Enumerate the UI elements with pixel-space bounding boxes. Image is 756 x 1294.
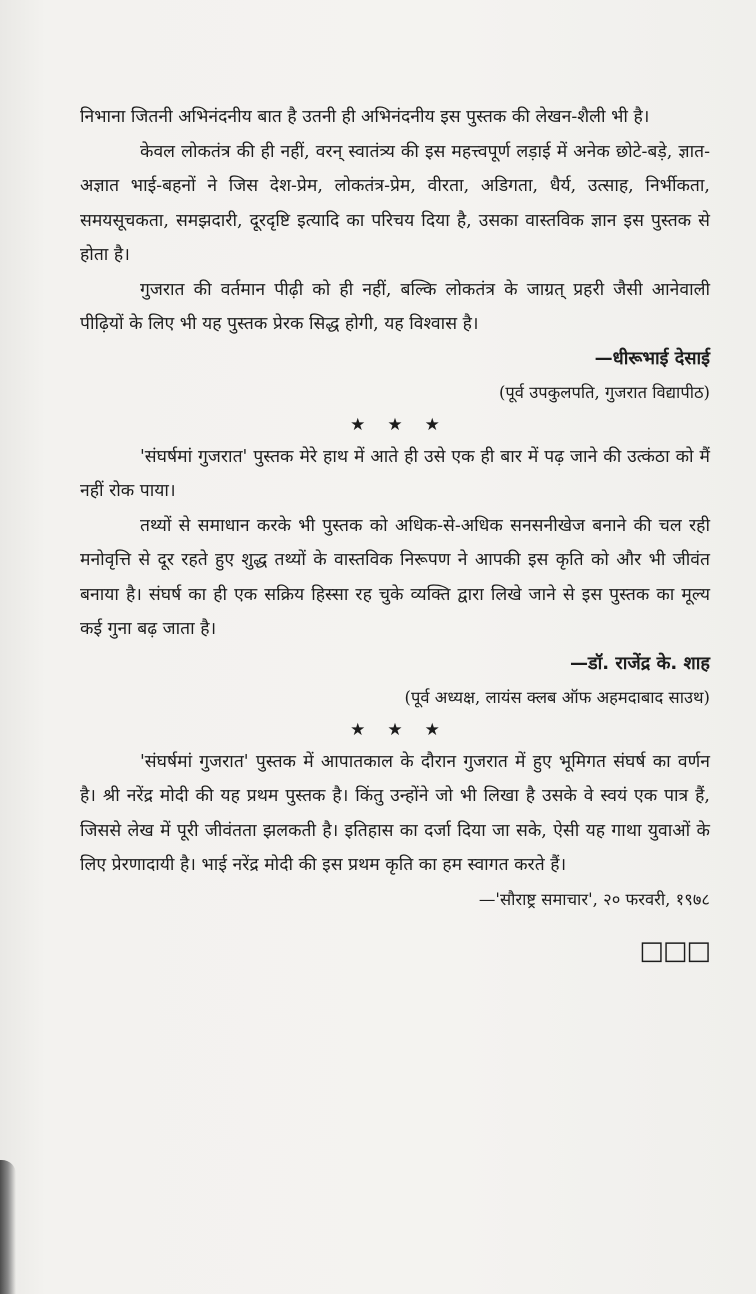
paragraph-generations: गुजरात की वर्तमान पीढ़ी को ही नहीं, बल्कि लोकतंत्र के जाग्रत् प्रहरी जैसी आनेवाली पीढ़ियों के लिए भी यह पुस्तक प्रेरक सिद्ध होगी, यह विश्वास है। — [80, 279, 710, 334]
paragraph-newspaper-review: 'संघर्षमां गुजरात' पुस्तक में आपातकाल के दौरान गुजरात में हुए भूमिगत संघर्ष का वर्णन है। श्री नरेंद्र मोदी की यह प्रथम पुस्तक है। किंतु उन्होंने जो भी लिखा है उसके वे स्वयं एक पात्र हैं, जिससे लेख में पूरी जीवंतता झलकती है। इतिहास का दर्जा दिया जा सके, ऐसी यह गाथा युवाओं के लिए प्रेरणादायी है। भाई नरेंद्र मोदी की इस प्रथम कृति का हम स्वागत करते हैं। — [80, 751, 710, 875]
affiliation-rajendra-shah: (पूर्व अध्यक्ष, लायंस क्लब ऑफ अहमदाबाद साउथ) — [404, 687, 710, 707]
page-content — [80, 100, 710, 971]
signature-dhirubhai-desai: —धीरूभाई देसाई — [594, 347, 710, 369]
end-mark: □□□ — [639, 935, 710, 966]
star-separator: ★★★ — [350, 414, 462, 435]
paragraph-book-in-hand: 'संघर्षमां गुजरात' पुस्तक मेरे हाथ में आते ही उसे एक ही बार में पढ़ जाने की उत्कंठा को मैं नहीं रोक पाया। — [80, 446, 710, 501]
paragraph-continuation: निभाना जितनी अभिनंदनीय बात है उतनी ही अभिनंदनीय इस पुस्तक की लेखन-शैली भी है। — [80, 107, 650, 127]
paragraph-democracy: केवल लोकतंत्र की ही नहीं, वरन् स्वातंत्र्य की इस महत्त्वपूर्ण लड़ाई में अनेक छोटे-बड़े, ज्ञात-अज्ञात भाई-बहनों ने जिस देश-प्रेम, लोकतंत्र-प्रेम, वीरता, अडिगता, धैर्य, उत्साह, निर्भीकता, समयसूचकता, समझदारी, दूरदृष्टि इत्यादि का परिचय दिया है, उसका वास्तविक ज्ञान इस पुस्तक से होता है। — [80, 141, 710, 265]
star-separator: ★★★ — [350, 719, 462, 740]
newspaper-source: —'सौराष्ट्र समाचार', २० फरवरी, १९७८ — [478, 889, 710, 909]
paragraph-facts: तथ्यों से समाधान करके भी पुस्तक को अधिक-से-अधिक सनसनीखेज बनाने की चल रही मनोवृत्ति से दूर रहते हुए शुद्ध तथ्यों के वास्तविक निरूपण ने आपकी इस कृति को और भी जीवंत बनाया है। संघर्ष का ही एक सक्रिय हिस्सा रह चुके व्यक्ति द्वारा लिखे जाने से इस पुस्तक का मूल्य कई गुना बढ़ जाता है। — [80, 515, 710, 639]
book-spine-shadow — [0, 1160, 16, 1294]
affiliation-dhirubhai-desai: (पूर्व उपकुलपति, गुजरात विद्यापीठ) — [498, 382, 710, 402]
signature-rajendra-shah: —डॉ. राजेंद्र के. शाह — [570, 652, 710, 674]
